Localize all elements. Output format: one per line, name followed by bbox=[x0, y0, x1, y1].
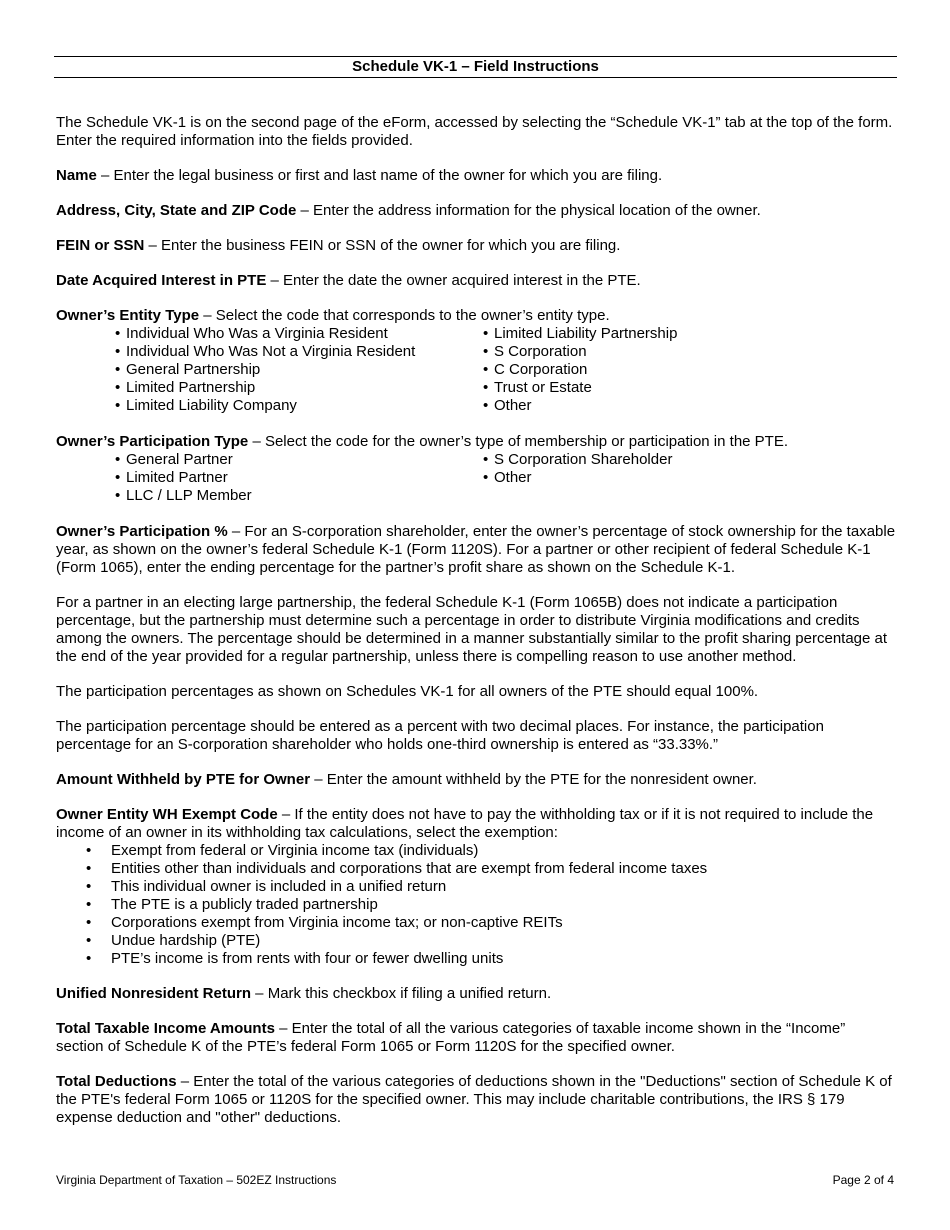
field-text: – Enter the address information for the physical location of the owner. bbox=[296, 202, 761, 219]
field-text: – Select the code that corresponds to the owner’s entity type. bbox=[199, 307, 610, 324]
field-label: Unified Nonresident Return bbox=[56, 985, 252, 1002]
list-item: • Entities other than individuals and corporations that are exempt from federal income taxes bbox=[56, 860, 896, 878]
field-amount-withheld bbox=[56, 771, 896, 789]
entity-type-list bbox=[56, 325, 896, 415]
page-title: Schedule VK-1 – Field Instructions bbox=[54, 56, 897, 78]
list-item: • PTE’s income is from rents with four or fewer dwelling units bbox=[56, 950, 896, 968]
list-item: • Other bbox=[483, 469, 783, 487]
field-text: – Enter the total of the various categories of deductions shown in the "Deductions" section of Schedule K of the PTE's federal Form 1065 or 1120S for the specified owner. This may include charitable contributions, the IRS § 179 expense deduction and "other" deductions. bbox=[56, 1073, 892, 1126]
list-item: • Limited Partnership bbox=[115, 379, 483, 397]
field-participation-type bbox=[56, 433, 896, 451]
field-unified-return bbox=[56, 985, 896, 1003]
field-text: – For an S-corporation shareholder, enter the owner’s percentage of stock ownership for the taxable year, as shown on the owner’s federal Schedule K-1 (Form 1120S). For a partner or other recipient of federal Schedule K-1 (Form 1065), enter the ending percentage for the partner’s profit share as shown on the Schedule K-1. bbox=[56, 523, 896, 576]
field-total-deductions bbox=[56, 1073, 896, 1127]
field-fein bbox=[56, 237, 896, 255]
list-item: • S Corporation Shareholder bbox=[483, 451, 783, 469]
field-label: Name bbox=[56, 167, 97, 184]
field-wh-exempt bbox=[56, 806, 896, 842]
field-label: Owner’s Entity Type bbox=[56, 307, 200, 324]
list-item: • LLC / LLP Member bbox=[115, 487, 483, 505]
entity-type-column-1 bbox=[115, 325, 483, 415]
footer-source: Virginia Department of Taxation – 502EZ Instructions bbox=[56, 1173, 337, 1187]
field-text: – Select the code for the owner’s type of membership or participation in the PTE. bbox=[248, 433, 789, 450]
list-item: • Trust or Estate bbox=[483, 379, 783, 397]
list-item: • General Partner bbox=[115, 451, 483, 469]
field-date-acquired bbox=[56, 272, 896, 290]
list-item: • Corporations exempt from Virginia income tax; or non-captive REITs bbox=[56, 914, 896, 932]
field-name bbox=[56, 167, 896, 185]
participation-pct-paragraph-4: The participation percentage should be entered as a percent with two decimal places. For instance, the participation percentage for an S-corporation shareholder who holds one-third ownership is entered as “33.33%.” bbox=[56, 718, 824, 753]
entity-type-column-2 bbox=[483, 325, 783, 415]
field-text: – If the entity does not have to pay the withholding tax or if it is not required to include the income of an owner in its withholding tax calculations, select the exemption: bbox=[56, 806, 874, 841]
field-text: – Enter the date the owner acquired interest in the PTE. bbox=[266, 272, 641, 289]
field-text: – Enter the legal business or first and last name of the owner for which you are filing. bbox=[96, 167, 663, 184]
field-participation-pct bbox=[56, 523, 896, 577]
field-text: – Mark this checkbox if filing a unified return. bbox=[251, 985, 552, 1002]
list-item: • Limited Partner bbox=[115, 469, 483, 487]
list-item: • C Corporation bbox=[483, 361, 783, 379]
list-item: • Individual Who Was Not a Virginia Resident bbox=[115, 343, 483, 361]
field-label: Address, City, State and ZIP Code bbox=[56, 202, 297, 219]
field-total-taxable bbox=[56, 1020, 896, 1056]
field-label: Total Taxable Income Amounts bbox=[56, 1020, 275, 1037]
field-text: – Enter the total of all the various categories of taxable income shown in the “Income” section of Schedule K of the PTE’s federal Form 1065 or Form 1120S for the specified owner. bbox=[56, 1020, 846, 1055]
wh-exempt-list bbox=[56, 842, 896, 968]
field-text: – Enter the business FEIN or SSN of the owner for which you are filing. bbox=[144, 237, 621, 254]
page-number: Page 2 of 4 bbox=[832, 1173, 894, 1187]
list-item: • S Corporation bbox=[483, 343, 783, 361]
field-label: Owner’s Participation % bbox=[56, 523, 228, 540]
field-address bbox=[56, 202, 896, 220]
field-label: Owner Entity WH Exempt Code bbox=[56, 806, 278, 823]
page-footer bbox=[56, 1173, 894, 1187]
list-item: • Individual Who Was a Virginia Resident bbox=[115, 325, 483, 343]
list-item: • Limited Liability Company bbox=[115, 397, 483, 415]
list-item: • The PTE is a publicly traded partnership bbox=[56, 896, 896, 914]
field-label: FEIN or SSN bbox=[56, 237, 145, 254]
field-entity-type bbox=[56, 307, 896, 325]
list-item: • Exempt from federal or Virginia income tax (individuals) bbox=[56, 842, 896, 860]
list-item: • This individual owner is included in a unified return bbox=[56, 878, 896, 896]
field-text: – Enter the amount withheld by the PTE for the nonresident owner. bbox=[310, 771, 757, 788]
list-item: • Undue hardship (PTE) bbox=[56, 932, 896, 950]
intro-paragraph: The Schedule VK-1 is on the second page of the eForm, accessed by selecting the “Schedule VK-1” tab at the top of the form. Enter the required information into the fields provided. bbox=[56, 114, 893, 149]
field-label: Amount Withheld by PTE for Owner bbox=[56, 771, 311, 788]
list-item: • Limited Liability Partnership bbox=[483, 325, 783, 343]
field-label: Owner’s Participation Type bbox=[56, 433, 249, 450]
participation-type-column-1 bbox=[115, 451, 483, 505]
participation-pct-paragraph-2: For a partner in an electing large partnership, the federal Schedule K-1 (Form 1065B) does not indicate a participation percentage, but the partnership must determine such a percentage in order to distribute Virginia modifications and credits among the owners. The percentage should be determined in a manner substantially similar to the profit sharing percentage at the end of the year provided for a regular partnership, unless there is compelling reason to use another method. bbox=[56, 594, 888, 665]
list-item: • Other bbox=[483, 397, 783, 415]
field-label: Total Deductions bbox=[56, 1073, 177, 1090]
field-label: Date Acquired Interest in PTE bbox=[56, 272, 267, 289]
participation-type-list bbox=[56, 451, 896, 505]
list-item: • General Partnership bbox=[115, 361, 483, 379]
instructions-body bbox=[56, 114, 896, 1144]
participation-type-column-2 bbox=[483, 451, 783, 505]
participation-pct-paragraph-3: The participation percentages as shown on Schedules VK-1 for all owners of the PTE should equal 100%. bbox=[56, 683, 759, 700]
